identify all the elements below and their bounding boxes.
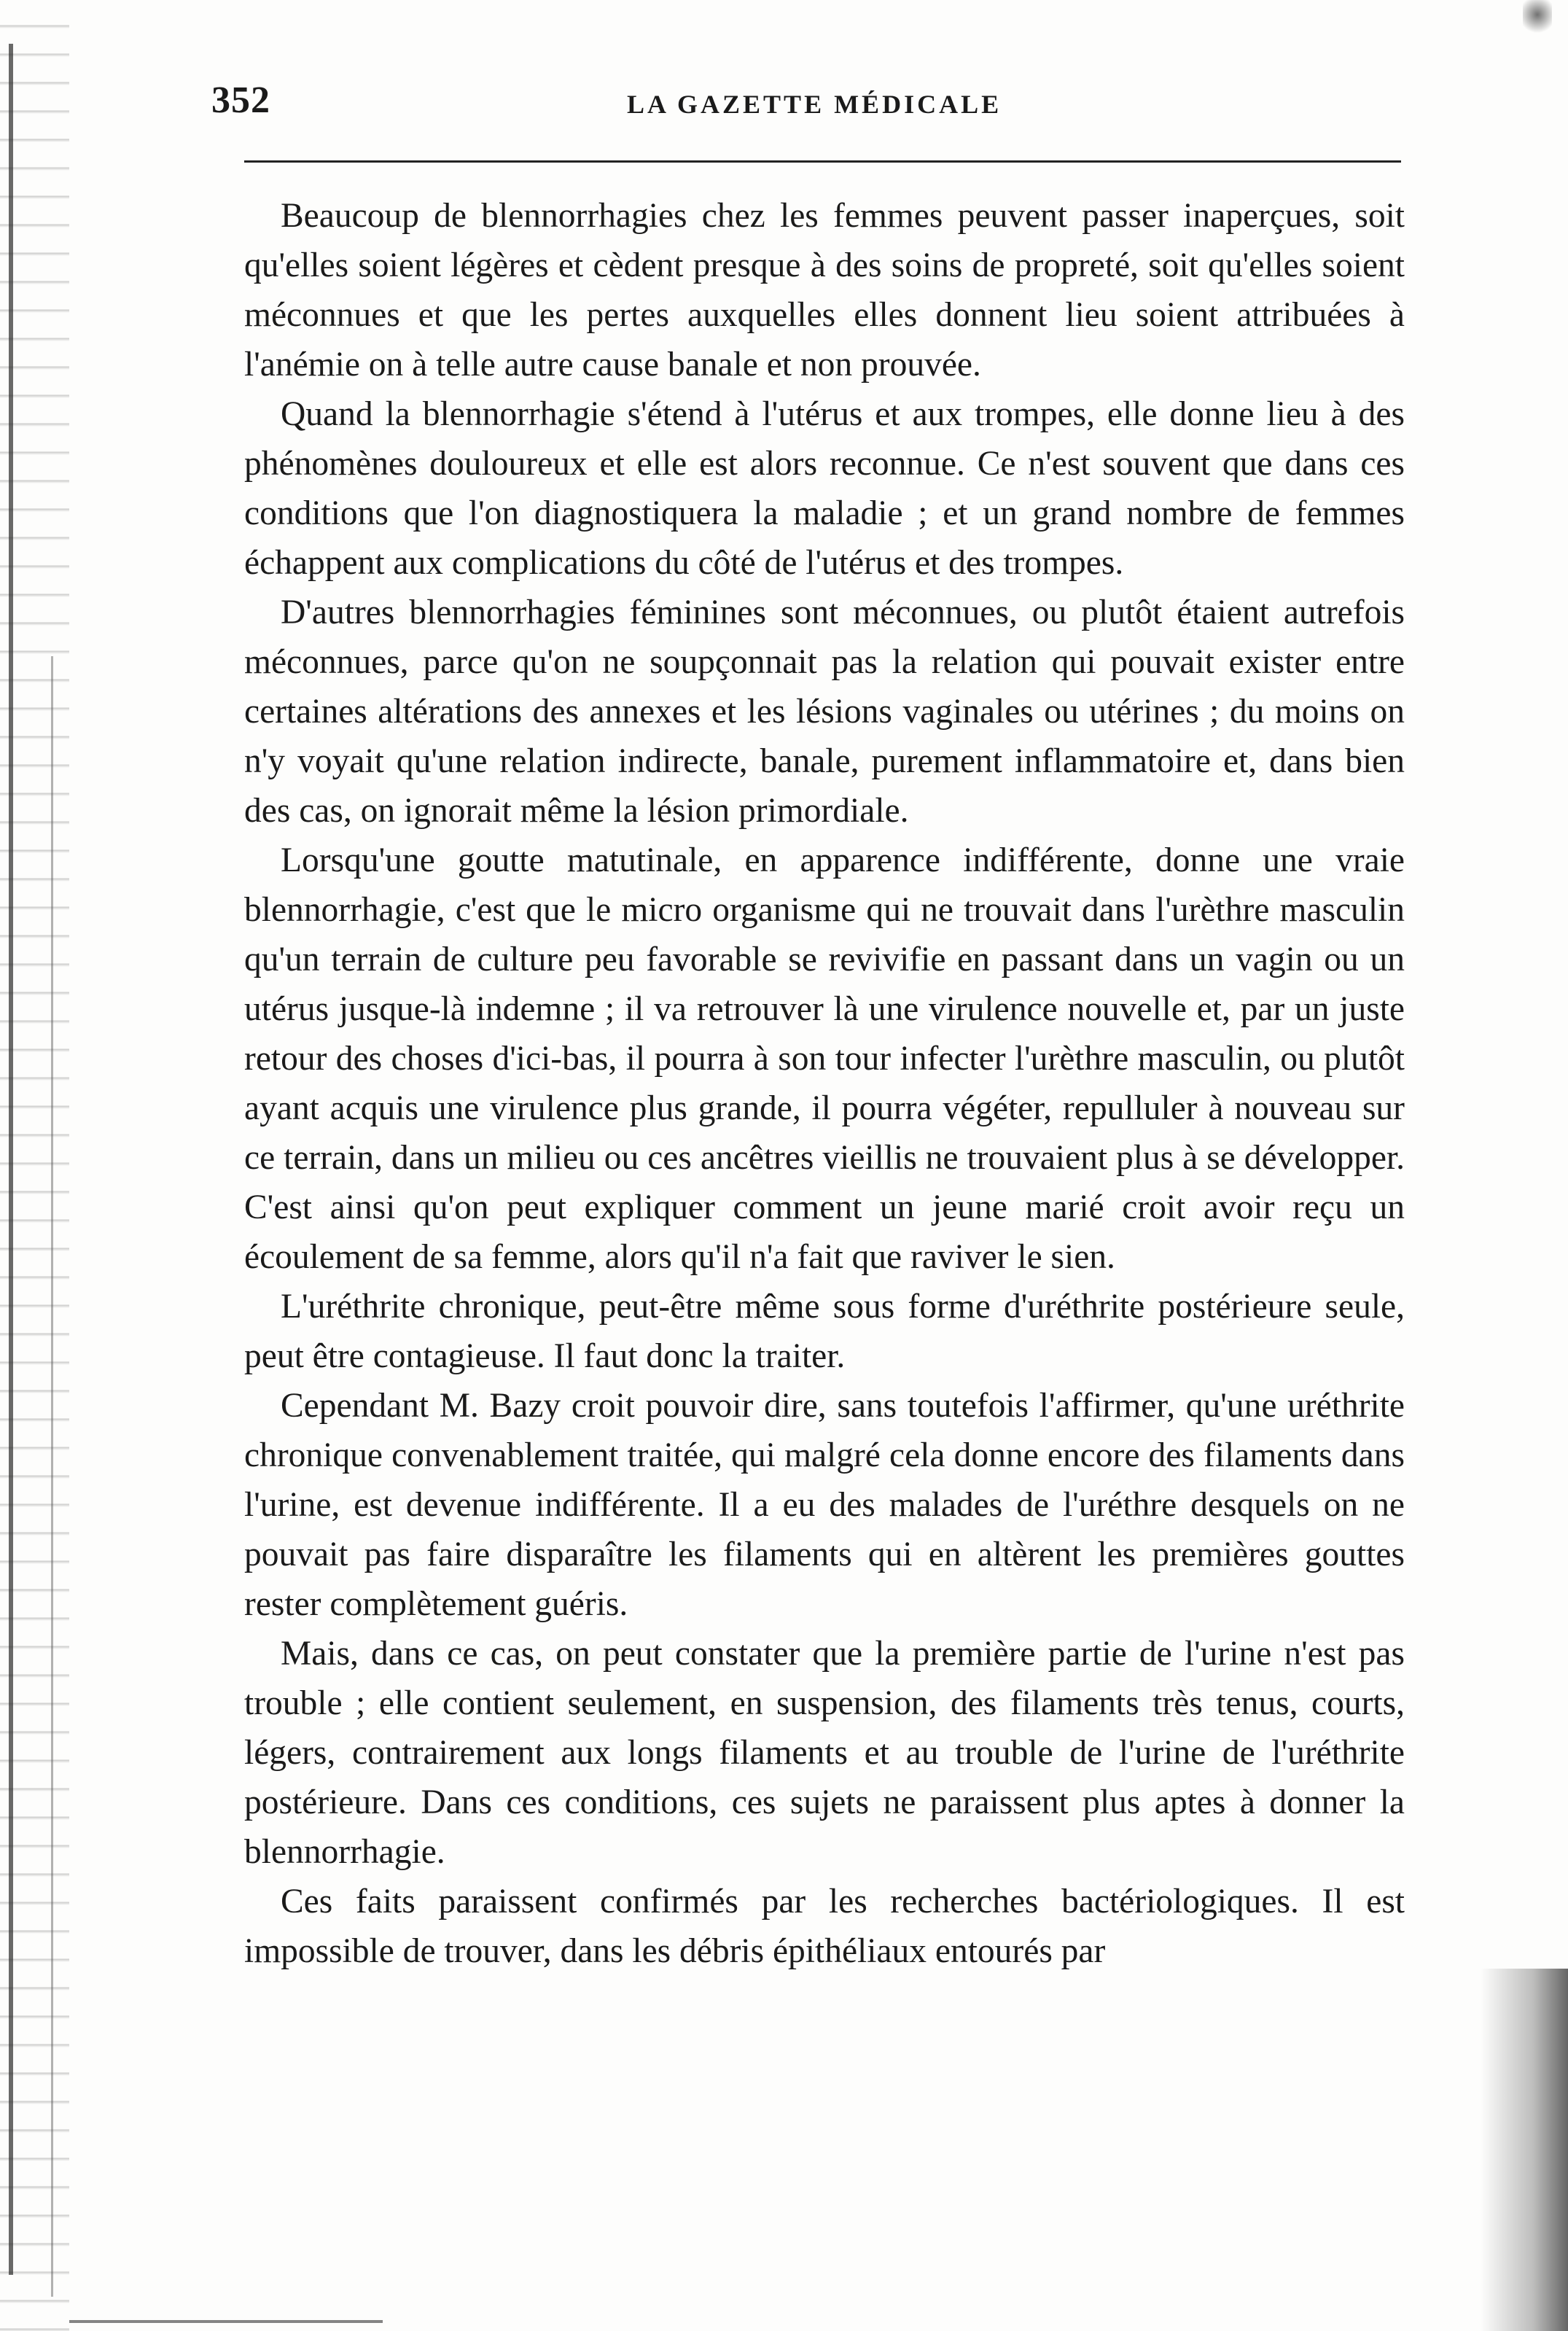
paragraph-6: Cependant M. Bazy croit pouvoir dire, sans toutefois l'affirmer, qu'une uréthrite chronique convenablement traitée, qui malgré cela donne encore des filaments dans l'urine, est devenue indifférente. Il a eu des malades de l'uréthre desquels on ne pouvait pas faire disparaître les filaments qui en altèrent les premières gouttes rester complètement guéris. xyxy=(244,1387,1405,1623)
page-curl-shadow xyxy=(1481,1969,1568,2331)
page-header xyxy=(211,73,1401,131)
binding-edge-line xyxy=(9,44,13,2275)
paragraph-7: Mais, dans ce cas, on peut constater que la première partie de l'urine n'est pas trouble ; elle contient seulement, en suspension, des filaments très tenus, courts, légers, contrairement aux longs filaments et au trouble de l'urine de l'uréthrite postérieure. Dans ces conditions, ces sujets ne paraissent plus aptes à donner la blennorrhagie. xyxy=(244,1635,1405,1871)
binding-edge-line-secondary xyxy=(51,656,53,2297)
body-text xyxy=(244,191,1405,1976)
paragraph-8: Ces faits paraissent confirmés par les recherches bactériologiques. Il est impossible de trouver, dans les débris épithéliaux entourés par xyxy=(244,1883,1405,1970)
paragraph-3: D'autres blennorrhagies féminines sont méconnues, ou plutôt étaient autrefois méconnues, parce qu'on ne soupçonnait pas la relation qui pouvait exister entre certaines altérations des annexes et les lésions vaginales ou utérines ; du moins on n'y voyait qu'une relation indirecte, banale, purement inflammatoire et, dans bien des cas, on ignorait même la lésion primordiale. xyxy=(244,594,1405,830)
scan-corner-mark xyxy=(1523,0,1552,36)
header-rule xyxy=(244,160,1401,163)
paragraph-4: Lorsqu'une goutte matutinale, en apparence indifférente, donne une vraie blennorrhagie, c'est que le micro organisme qui ne trouvait dans l'urèthre masculin qu'un terrain de culture peu favorable se revivifie en passant dans un vagin ou un utérus jusque-là indemne ; il va retrouver là une virulence nouvelle et, par un juste retour des choses d'ici-bas, il pourra à son tour infecter l'urèthre masculin, ou plutôt ayant acquis une virulence plus grande, il pourra végéter, repulluler à nouveau sur ce terrain, dans un milieu ou ces ancêtres vieillis ne trouvaient plus à se développer. C'est ainsi qu'on peut expliquer comment un jeune marié croit avoir reçu un écoulement de sa femme, alors qu'il n'a fait que raviver le sien. xyxy=(244,841,1405,1276)
paragraph-2: Quand la blennorrhagie s'étend à l'utérus et aux trompes, elle donne lieu à des phénomènes douloureux et elle est alors reconnue. Ce n'est souvent que dans ces conditions que l'on diagnostiquera la maladie ; et un grand nombre de femmes échappent aux complications du côté de l'utérus et des trompes. xyxy=(244,395,1405,582)
running-head: LA GAZETTE MÉDICALE xyxy=(627,90,1002,119)
paragraph-1: Beaucoup de blennorrhagies chez les femmes peuvent passer inaperçues, soit qu'elles soient légères et cèdent presque à des soins de propreté, soit qu'elles soient méconnues et que les pertes auxquelles elles donnent lieu soient attribuées à l'anémie on à telle autre cause banale et non prouvée. xyxy=(244,197,1405,384)
page-number: 352 xyxy=(211,79,270,121)
bottom-edge-line xyxy=(69,2320,383,2323)
paragraph-5: L'uréthrite chronique, peut-être même sous forme d'uréthrite postérieure seule, peut être contagieuse. Il faut donc la traiter. xyxy=(244,1288,1405,1375)
